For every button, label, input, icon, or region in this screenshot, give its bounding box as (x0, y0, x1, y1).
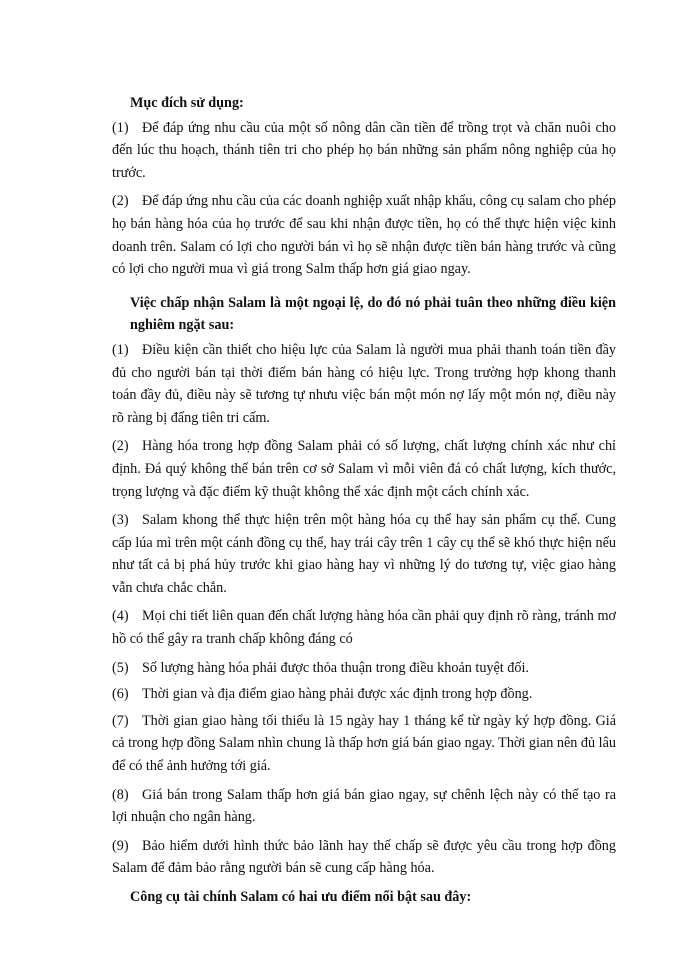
condition-item-4 (112, 605, 616, 650)
purpose-list (112, 117, 616, 281)
advantages-heading: Công cụ tài chính Salam có hai ưu điểm nổi bật sau đây: (130, 889, 472, 905)
condition-item-2 (112, 435, 616, 503)
condition-item-3 (112, 509, 616, 599)
item-text: Giá bán trong Salam thấp hơn giá bán giao ngay, sự chênh lệch này có thể tạo ra lợi nhuận cho ngân hàng. (112, 786, 616, 826)
condition-item-5 (112, 657, 616, 680)
item-text: Để đáp ứng nhu cầu của một số nông dân cần tiền để trồng trọt và chăn nuôi cho đến lúc thu hoạch, thánh tiên tri cho phép họ bán những sản phẩm nông nghiệp của họ trước. (112, 119, 616, 181)
item-text: Thời gian và địa điểm giao hàng phải được xác định trong hợp đồng. (142, 686, 533, 703)
condition-item-6 (112, 683, 616, 706)
item-number: (3) (112, 512, 129, 529)
purpose-heading: Mục đích sử dụng: (130, 95, 244, 111)
item-text: Số lượng hàng hóa phải được thỏa thuận trong điều khoản tuyệt đối. (142, 659, 529, 676)
item-text: Điều kiện cần thiết cho hiệu lực của Salam là người mua phải thanh toán tiền đầy đủ cho người bán tại thời điểm bán hàng có hiệu lực. Trong trường hợp khong thanh toán đầy đủ, điều này sẽ tương tự nhưu việc bán một món nợ lấy một món nợ, điều này rõ ràng bị đấng tiên tri cấm. (112, 341, 616, 426)
condition-item-7 (112, 710, 616, 778)
conditions-list (112, 339, 616, 880)
condition-item-1 (112, 339, 616, 429)
item-text: Để đáp ứng nhu cầu của các doanh nghiệp xuất nhập khẩu, công cụ salam cho phép họ bán hàng hóa của họ trước để sau khi nhận được tiền, họ có thể thực hiện việc kinh doanh trên. Salam có lợi cho người bán vì họ sẽ nhận được tiền bán hàng trước và cũng có lợi cho người mua vì giá trong Salm thấp hơn giá giao ngay. (112, 193, 616, 278)
item-number: (2) (112, 438, 129, 455)
conditions-heading: Việc chấp nhận Salam là một ngoại lệ, do đó nó phải tuân theo những điều kiện nghiêm ngặt sau: (130, 294, 616, 334)
item-text: Salam khong thể thực hiện trên một hàng hóa cụ thể hay sản phẩm cụ thể. Cung cấp lúa mì trên một cánh đồng cụ thể, hay trái cây trên 1 cây cụ thể sẽ khó thực hiện nếu như tất cả bị phá hủy trước khi giao hàng hay vì những lý do tương tự, việc giao hàng vẫn chưa chắc chắn. (112, 512, 616, 596)
item-number: (8) (112, 786, 129, 803)
item-number: (1) (112, 341, 129, 358)
purpose-item-2 (112, 190, 616, 280)
purpose-item-1 (112, 117, 616, 185)
item-number: (6) (112, 686, 129, 703)
condition-item-9 (112, 835, 616, 880)
item-number: (5) (112, 659, 129, 676)
item-number: (7) (112, 712, 129, 729)
item-text: Mọi chi tiết liên quan đến chất lượng hàng hóa cần phải quy định rõ ràng, tránh mơ hồ có thể gây ra tranh chấp không đáng có (112, 608, 616, 648)
item-number: (2) (112, 193, 129, 210)
item-number: (1) (112, 119, 129, 136)
item-text: Bảo hiểm dưới hình thức bảo lãnh hay thế chấp sẽ được yêu cầu trong hợp đồng Salam để đảm bảo rằng người bán sẽ cung cấp hàng hóa. (112, 837, 616, 877)
item-text: Thời gian giao hàng tối thiểu là 15 ngày hay 1 tháng kể từ ngày ký hợp đồng. Giá cả trong hợp đồng Salam nhìn chung là thấp hơn giá bán giao ngay. Thời gian nên đủ lâu để có thể ảnh hưởng tới giá. (112, 712, 616, 775)
item-number: (4) (112, 608, 129, 625)
condition-item-8 (112, 784, 616, 829)
item-text: Hàng hóa trong hợp đồng Salam phải có số lượng, chất lượng chính xác như chỉ định. Đá quý không thể bán trên cơ sở Salam vì mỗi viên đá có chất lượng, kích thước, trọng lượng và đặc điểm kỹ thuật không thể xác định một cách chính xác. (112, 438, 616, 500)
item-number: (9) (112, 837, 129, 854)
